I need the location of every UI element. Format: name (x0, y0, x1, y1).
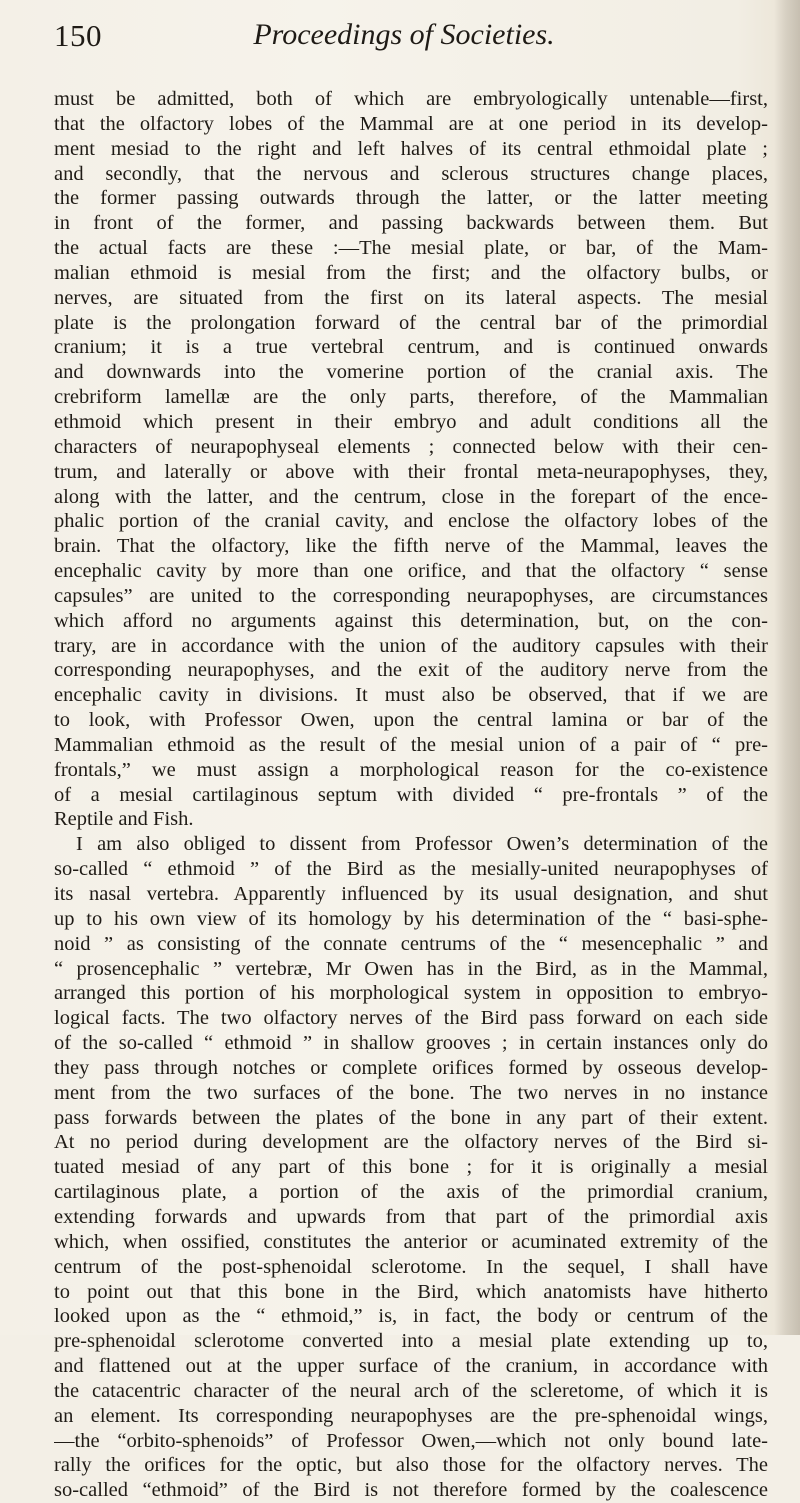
text-line: crebriform lamellæ are the only parts, therefore, of the Mammalian (54, 386, 768, 409)
text-line: along with the latter, and the centrum, close in the forepart of the ence- (54, 485, 768, 508)
text-line: ment from the two surfaces of the bone. The two nerves in no instance (54, 1081, 768, 1104)
text-line: the actual facts are these :—The mesial plate, or bar, of the Mam- (54, 237, 768, 260)
running-title: Proceedings of Societies. (253, 18, 555, 51)
text-line: so-called “ethmoid” of the Bird is not therefore formed by the coalescence (54, 1479, 768, 1502)
text-line: and downwards into the vomerine portion of the cranial axis. The (54, 361, 768, 384)
text-line: in front of the former, and passing backwards between them. But (54, 212, 768, 235)
text-line: noid ” as consisting of the connate centrums of the “ mesencephalic ” and (54, 932, 768, 955)
text-line: which, when ossified, constitutes the anterior or acuminated extremity of the (54, 1230, 768, 1253)
text-line: pass forwards between the plates of the bone in any part of their extent. (54, 1106, 768, 1129)
text-line: At no period during development are the olfactory nerves of the Bird si- (54, 1131, 768, 1154)
text-line: logical facts. The two olfactory nerves of the Bird pass forward on each side (54, 1007, 768, 1030)
text-line: Mammalian ethmoid as the result of the mesial union of a pair of “ pre- (54, 733, 768, 756)
text-line: characters of neurapophyseal elements ; connected below with their cen- (54, 435, 768, 458)
text-line: of the so-called “ ethmoid ” in shallow grooves ; in certain instances only do (54, 1032, 768, 1055)
text-line: tuated mesiad of any part of this bone ; for it is originally a mesial (54, 1156, 768, 1179)
text-line: that the olfactory lobes of the Mammal are at one period in its develop- (54, 112, 768, 135)
text-line: to look, with Professor Owen, upon the central lamina or bar of the (54, 709, 768, 732)
text-line: capsules” are united to the corresponding neurapophyses, are circumstances (54, 584, 768, 607)
text-line: ment mesiad to the right and left halves of its central ethmoidal plate ; (54, 137, 768, 160)
text-line: and flattened out at the upper surface of the cranium, in accordance with (54, 1355, 768, 1378)
text-line: of a mesial cartilaginous septum with divided “ pre-frontals ” of the (54, 783, 768, 806)
text-line: “ prosencephalic ” vertebræ, Mr Owen has in the Bird, as in the Mammal, (54, 957, 768, 980)
text-line: frontals,” we must assign a morphological reason for the co-existence (54, 758, 768, 781)
text-line: Reptile and Fish. (54, 808, 194, 831)
text-line: extending forwards and upwards from that part of the primordial axis (54, 1205, 768, 1228)
text-line: plate is the prolongation forward of the central bar of the primordial (54, 311, 768, 334)
text-line: I am also obliged to dissent from Professor Owen’s determination of the (76, 833, 768, 856)
page-header (54, 18, 754, 68)
text-line: looked upon as the “ ethmoid,” is, in fact, the body or centrum of the (54, 1305, 768, 1328)
text-line: to point out that this bone in the Bird, which anatomists have hitherto (54, 1280, 768, 1303)
text-line: up to his own view of its homology by his determination of the “ basi-sphe- (54, 907, 768, 930)
text-line: cranium; it is a true vertebral centrum, and is continued onwards (54, 336, 768, 359)
text-line: brain. That the olfactory, like the fifth nerve of the Mammal, leaves the (54, 535, 768, 558)
page-number: 150 (54, 18, 102, 53)
text-line: encephalic cavity by more than one orifice, and that the olfactory “ sense (54, 560, 768, 583)
text-line: trary, are in accordance with the union of the auditory capsules with their (54, 634, 768, 657)
text-line: which afford no arguments against this determination, but, on the con- (54, 609, 768, 632)
text-line: so-called “ ethmoid ” of the Bird as the mesially-united neurapophyses of (54, 858, 768, 881)
text-line: malian ethmoid is mesial from the first; and the olfactory bulbs, or (54, 261, 768, 284)
text-line: phalic portion of the cranial cavity, and enclose the olfactory lobes of the (54, 510, 768, 533)
text-line: ethmoid which present in their embryo and adult conditions all the (54, 410, 768, 433)
text-line: must be admitted, both of which are embryologically untenable—first, (54, 88, 768, 110)
text-line: trum, and laterally or above with their frontal meta-neurapophyses, they, (54, 460, 768, 483)
text-line: nerves, are situated from the first on its lateral aspects. The mesial (54, 286, 768, 309)
text-line: centrum of the post-sphenoidal sclerotome. In the sequel, I shall have (54, 1255, 768, 1278)
text-line: pre-sphenoidal sclerotome converted into a mesial plate extending up to, (54, 1330, 768, 1353)
text-line: its nasal vertebra. Apparently influenced by its usual designation, and shut (54, 883, 768, 905)
text-line: they pass through notches or complete orifices formed by osseous develop- (54, 1056, 768, 1079)
text-line: the catacentric character of the neural arch of the scleretome, of which it is (54, 1379, 768, 1402)
text-line: an element. Its corresponding neurapophyses are the pre-sphenoidal wings, (54, 1404, 768, 1427)
text-line: —the “orbito-sphenoids” of Professor Owen,—which not only bound late- (54, 1429, 768, 1452)
page-gutter-shadow (774, 0, 800, 1335)
text-line: encephalic cavity in divisions. It must also be observed, that if we are (54, 684, 768, 707)
text-line: corresponding neurapophyses, and the exit of the auditory nerve from the (54, 659, 768, 682)
body-text (54, 87, 768, 1503)
text-line: arranged this portion of his morphological system in opposition to embryo- (54, 982, 768, 1005)
text-line: rally the orifices for the optic, but also those for the olfactory nerves. The (54, 1454, 768, 1477)
text-line: cartilaginous plate, a portion of the axis of the primordial cranium, (54, 1181, 768, 1204)
text-line: the former passing outwards through the latter, or the latter meeting (54, 187, 768, 210)
text-line: and secondly, that the nervous and sclerous structures change places, (54, 162, 768, 185)
